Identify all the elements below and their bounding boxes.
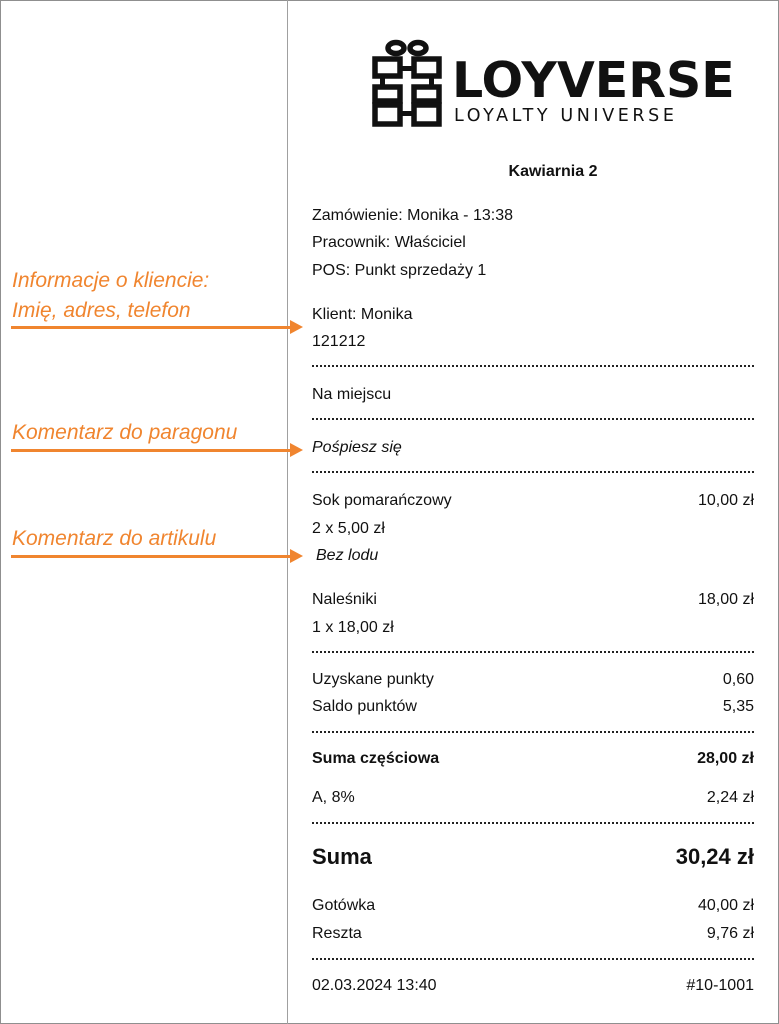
customer-phone-line (312, 331, 754, 353)
payment-value: 9,76 zł (706, 925, 754, 942)
customer-name: Klient: Monika (312, 306, 413, 323)
customer-phone: 121212 (312, 333, 366, 350)
dotted-separator (312, 958, 754, 960)
arrow-right-icon (11, 555, 290, 558)
tax-row (312, 787, 754, 809)
receipt-datetime: 02.03.2024 13:40 (312, 977, 437, 994)
receipt-number: #10-1001 (686, 977, 754, 994)
item-qty-price: 1 x 18,00 zł (312, 619, 394, 636)
payment-row (312, 895, 754, 917)
annotation-text: Komentarz do paragonu (12, 421, 238, 444)
points-earned-row (312, 669, 754, 691)
dotted-separator (312, 822, 754, 824)
payment-value: 40,00 zł (697, 897, 754, 914)
dotted-separator (312, 418, 754, 420)
total-row (312, 842, 754, 872)
total-label: Suma (312, 844, 372, 869)
subtotal-label: Suma częściowa (312, 750, 440, 767)
item-note: Bez lodu (316, 547, 379, 564)
tax-label: A, 8% (312, 789, 355, 806)
footer-row (312, 975, 754, 997)
subtotal-value: 28,00 zł (697, 750, 754, 767)
receipt-comment-line (312, 437, 754, 459)
dotted-separator (312, 471, 754, 473)
item-name: Sok pomarańczowy (312, 492, 452, 509)
points-balance-row (312, 696, 754, 718)
logo (372, 38, 735, 128)
item-qty-row (312, 518, 754, 540)
item-qty-price: 2 x 5,00 zł (312, 520, 385, 537)
order-line (312, 205, 754, 227)
pos-line (312, 260, 754, 282)
arrow-right-icon (11, 326, 290, 329)
column-divider (287, 0, 288, 1024)
payment-label: Reszta (312, 925, 362, 942)
item-qty-row (312, 617, 754, 639)
item-total: 18,00 zł (697, 591, 754, 608)
gift-icon (372, 38, 442, 128)
payment-label: Gotówka (312, 897, 376, 914)
annotation-text: Informacje o kliencie: (12, 269, 210, 292)
receipt-comment: Pośpiesz się (312, 439, 402, 456)
dining-option: Na miejscu (312, 386, 392, 403)
brand-name: LOYVERSE (452, 52, 735, 109)
subtotal-row (312, 748, 754, 770)
customer-name-line (312, 304, 754, 326)
annotation-text: Komentarz do artikulu (12, 527, 217, 550)
item-note-row (316, 545, 758, 567)
item-total: 10,00 zł (697, 492, 754, 509)
annotation-text: Imię, adres, telefon (12, 299, 191, 322)
item-name: Naleśniki (312, 591, 377, 608)
item-row (312, 490, 754, 512)
points-value: 0,60 (722, 671, 754, 688)
dining-option-line (312, 384, 754, 406)
employee-label: Pracownik: Właściciel (312, 234, 466, 251)
points-label: Uzyskane punkty (312, 671, 434, 688)
total-value: 30,24 zł (675, 844, 754, 869)
points-value: 5,35 (722, 698, 754, 715)
employee-line (312, 232, 754, 254)
arrow-right-icon (11, 449, 290, 452)
dotted-separator (312, 731, 754, 733)
points-label: Saldo punktów (312, 698, 417, 715)
order-label: Zamówienie: Monika - 13:38 (312, 207, 513, 224)
item-row (312, 589, 754, 611)
change-row (312, 923, 754, 945)
dotted-separator (312, 365, 754, 367)
tax-value: 2,24 zł (706, 789, 754, 806)
pos-label: POS: Punkt sprzedaży 1 (312, 262, 487, 279)
store-name: Kawiarnia 2 (508, 163, 598, 180)
dotted-separator (312, 651, 754, 653)
brand-tagline: LOYALTY UNIVERSE (454, 106, 678, 126)
